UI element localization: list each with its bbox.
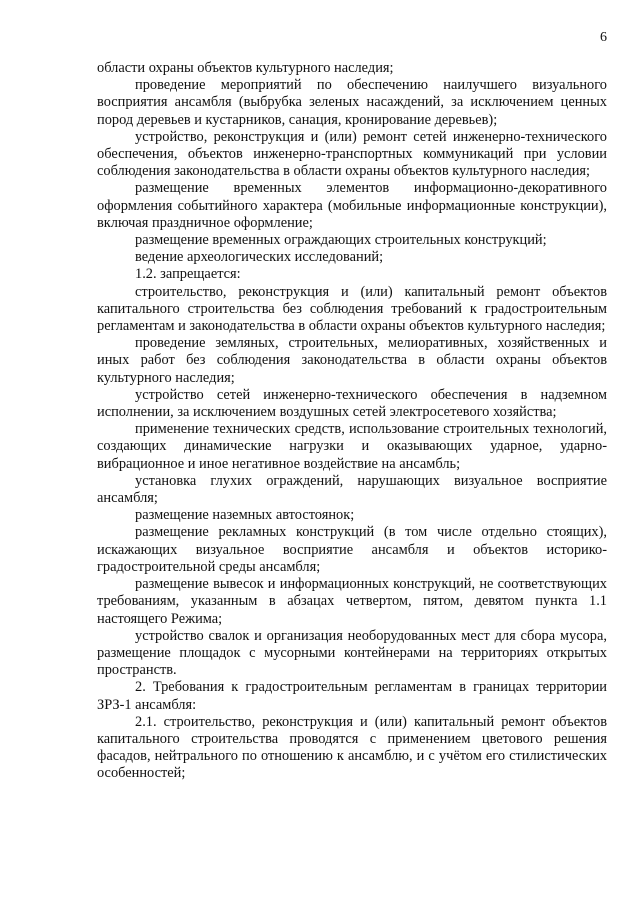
paragraph: области охраны объектов культурного наследия; [97, 60, 394, 76]
paragraph: размещение вывесок и информационных конструкций, не соответствующих требованиям, указанным в абзацах четвертом, пятом, девятом пункта 1.1 настоящего Режима; [97, 576, 607, 627]
paragraph: 2.1. строительство, реконструкция и (или) капитальный ремонт объектов капитального строительства проводятся с применением цветового решения фасадов, нейтрального по отношению к ансамблю, и с учётом его стилистических особенностей; [97, 713, 607, 782]
paragraph: ведение археологических исследований; [135, 249, 384, 266]
document-body [97, 60, 607, 783]
paragraph: устройство, реконструкция и (или) ремонт сетей инженерно-технического обеспечения, объектов инженерно-транспортных коммуникаций при условии соблюдения законодательства в области охраны объектов культурного наследия; [97, 128, 607, 180]
paragraph: размещение временных элементов информационно-декоративного оформления событийного характера (мобильные информационные конструкции), включая праздничное оформление; [97, 180, 607, 231]
paragraph: размещение временных ограждающих строительных конструкций; [135, 232, 547, 249]
section-heading: 1.2. запрещается: [135, 266, 241, 283]
paragraph: применение технических средств, использование строительных технологий, создающих динамические нагрузки и оказывающих ударное, ударно-вибрационное и иное негативное воздействие на ансамбль; [97, 421, 607, 472]
paragraph: размещение рекламных конструкций (в том числе отдельно стоящих), искажающих визуальное восприятие ансамбля и объектов историко-градостроительной среды ансамбля; [97, 524, 607, 575]
paragraph: устройство сетей инженерно-технического обеспечения в надземном исполнении, за исключением воздушных сетей электросетевого хозяйства; [97, 386, 607, 421]
page-number: 6 [600, 30, 607, 45]
paragraph: проведение земляных, строительных, мелиоративных, хозяйственных и иных работ без соблюдения законодательства в области охраны объектов культурного наследия; [97, 335, 607, 386]
paragraph: строительство, реконструкция и (или) капитальный ремонт объектов капитального строительства без соблюдения требований к градостроительным регламентам и законодательства в области охраны объектов культурного наследия; [97, 283, 607, 335]
paragraph: проведение мероприятий по обеспечению наилучшего визуального восприятия ансамбля (выбрубка зеленых насаждений, за исключением ценных пород деревьев и кустарников, санация, кронирование деревьев); [97, 77, 607, 128]
section-heading: 2. Требования к градостроительным регламентам в границах территории ЗРЗ-1 ансамбля: [97, 679, 607, 713]
paragraph: устройство свалок и организация необорудованных мест для сбора мусора, размещение площадок с мусорными контейнерами на территориях открытых пространств. [97, 627, 607, 679]
paragraph: размещение наземных автостоянок; [135, 507, 355, 524]
paragraph: установка глухих ограждений, нарушающих визуальное восприятие ансамбля; [97, 472, 607, 507]
